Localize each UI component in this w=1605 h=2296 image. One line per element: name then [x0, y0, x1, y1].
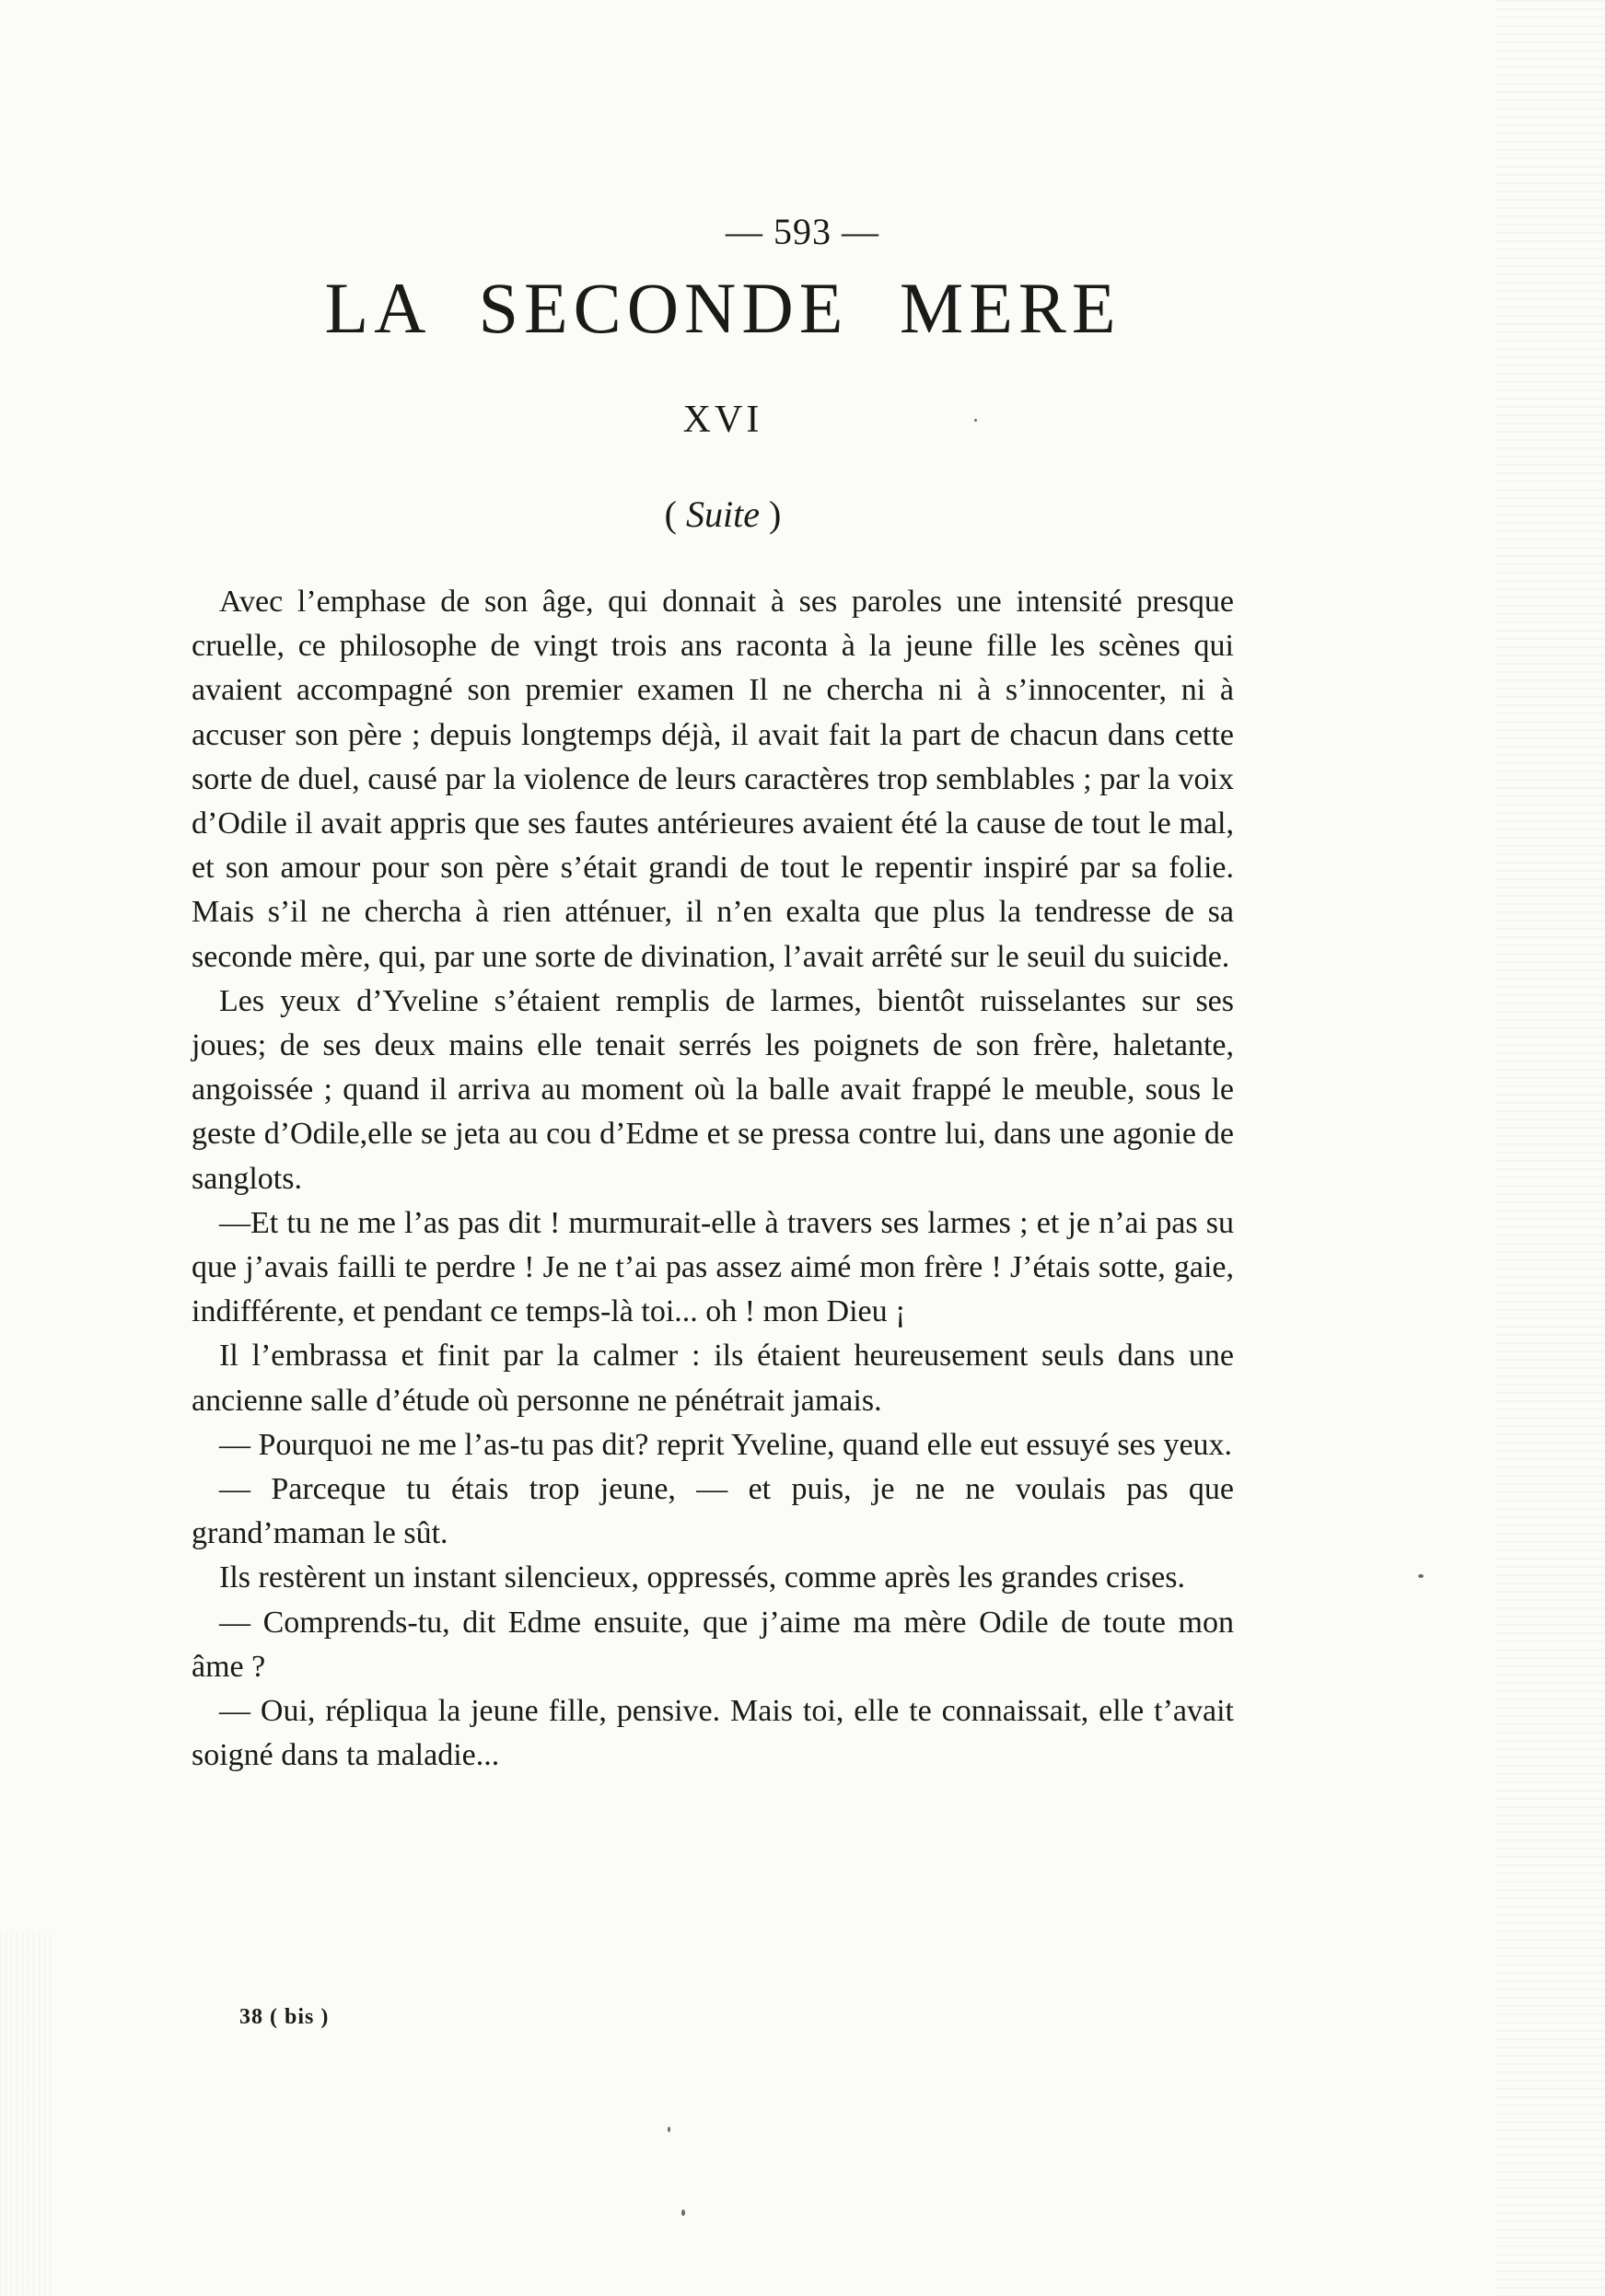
paragraph: — Parceque tu étais trop jeune, — et puis, je ne ne voulais pas que grand’maman le sût. [192, 1472, 1234, 1551]
paragraph: Il l’embrassa et finit par la calmer : ils étaient heureusement seuls dans une ancienne salle d’étude où personne ne pénétrait jamais. [192, 1339, 1234, 1418]
subtitle-word: Suite [686, 493, 760, 535]
scan-edge-noise-left [0, 1933, 55, 2296]
scan-speck [681, 2209, 685, 2216]
scan-speck [1418, 1574, 1424, 1578]
scan-speck [668, 2127, 670, 2132]
paragraph: — Pourquoi ne me l’as-tu pas dit? reprit Yveline, quand elle eut essuyé ses yeux. [219, 1427, 1233, 1462]
paragraph: — Oui, répliqua la jeune fille, pensive. Mais toi, elle te connaissait, elle t’avait soigné dans ta maladie... [192, 1694, 1234, 1773]
chapter-number: XVI [682, 399, 763, 441]
page-title: LA SECONDE MERE [324, 268, 1122, 348]
chapter-subtitle [0, 493, 1446, 536]
paragraph: Ils restèrent un instant silencieux, oppressés, comme après les grandes crises. [219, 1560, 1185, 1595]
subtitle-close-paren: ) [768, 493, 782, 535]
paragraph: Les yeux d’Yveline s’étaient remplis de larmes, bientôt ruisselantes sur ses joues; de ses deux mains elle tenait serrés les poignets de son frère, haletante, angoissée ; quand il arriva au moment où la balle avait frappé le meuble, sous le geste d’Odile,elle se jeta au cou d’Edme et se pressa contre lui, dans une agonie de sanglots. [192, 983, 1234, 1196]
page-number: — 593 — [726, 211, 879, 252]
scan-edge-noise [1495, 0, 1605, 2296]
subtitle-open-paren: ( [664, 493, 677, 535]
paragraph: Avec l’emphase de son âge, qui donnait à ses paroles une intensité presque cruelle, ce philosophe de vingt trois ans raconta à la jeune fille les scènes qui avaient accompagné son premier examen Il ne chercha ni à s’innocenter, ni à accuser son père ; depuis longtemps déjà, il avait fait la part de chacun dans cette sorte de duel, causé par la violence de leurs caractères trop semblables ; par la voix d’Odile il avait appris que ses fautes antérieures avaient été la cause de tout le mal, et son amour pour son père s’était grandi de tout le repentir inspiré par sa folie. Mais s’il ne chercha à rien atténuer, il n’en exalta que plus la tendresse de sa seconde mère, qui, par une sorte de divination, l’avait arrêté sur le seuil du suicide. [192, 585, 1234, 974]
body-text [192, 580, 1234, 1778]
paragraph: —Et tu ne me l’as pas dit ! murmurait-elle à travers ses larmes ; et je n’ai pas su que j’avais failli te perdre ! Je ne t’ai pas assez aimé mon frère ! J’étais sotte, gaie, indifférente, et pendant ce temps-là toi... oh ! mon Dieu ¡ [192, 1205, 1234, 1329]
paragraph: — Comprends-tu, dit Edme ensuite, que j’aime ma mère Odile de toute mon âme ? [192, 1605, 1234, 1684]
printer-signature: 38 ( bis ) [239, 2005, 330, 2029]
scan-speck [974, 419, 977, 422]
